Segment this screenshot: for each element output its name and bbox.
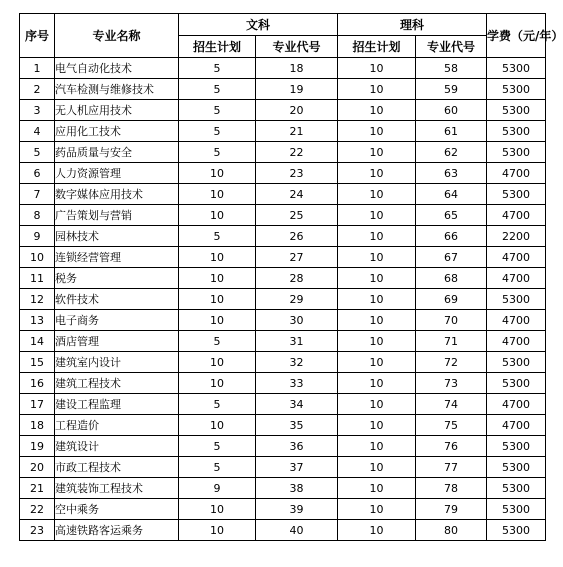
header-tuition: 学费（元/年） [487, 14, 546, 58]
science-enrollment-plan: 10 [338, 436, 416, 457]
science-major-code: 70 [416, 310, 487, 331]
science-enrollment-plan: 10 [338, 415, 416, 436]
arts-major-code: 27 [256, 247, 338, 268]
major-name: 电气自动化技术 [55, 58, 179, 79]
header-arts-plan: 招生计划 [179, 36, 256, 58]
tuition-fee: 4700 [487, 205, 546, 226]
table-row [20, 226, 546, 247]
arts-enrollment-plan: 10 [179, 352, 256, 373]
science-enrollment-plan: 10 [338, 163, 416, 184]
major-name: 汽车检测与维修技术 [55, 79, 179, 100]
tuition-fee: 4700 [487, 163, 546, 184]
header-arts-code: 专业代号 [256, 36, 338, 58]
arts-major-code: 18 [256, 58, 338, 79]
science-major-code: 63 [416, 163, 487, 184]
arts-major-code: 24 [256, 184, 338, 205]
row-index: 5 [20, 142, 55, 163]
row-index: 18 [20, 415, 55, 436]
row-index: 11 [20, 268, 55, 289]
arts-major-code: 30 [256, 310, 338, 331]
arts-enrollment-plan: 5 [179, 331, 256, 352]
tuition-fee: 5300 [487, 457, 546, 478]
arts-enrollment-plan: 10 [179, 415, 256, 436]
table-row [20, 268, 546, 289]
row-index: 22 [20, 499, 55, 520]
arts-major-code: 21 [256, 121, 338, 142]
major-name: 建筑工程技术 [55, 373, 179, 394]
arts-major-code: 19 [256, 79, 338, 100]
enrollment-table [19, 13, 563, 541]
science-enrollment-plan: 10 [338, 79, 416, 100]
science-major-code: 58 [416, 58, 487, 79]
major-name: 建设工程监理 [55, 394, 179, 415]
row-index: 1 [20, 58, 55, 79]
science-major-code: 79 [416, 499, 487, 520]
major-name: 酒店管理 [55, 331, 179, 352]
science-enrollment-plan: 10 [338, 457, 416, 478]
arts-enrollment-plan: 5 [179, 100, 256, 121]
table-row [20, 247, 546, 268]
arts-major-code: 40 [256, 520, 338, 541]
row-index: 9 [20, 226, 55, 247]
major-name: 无人机应用技术 [55, 100, 179, 121]
table-row [20, 436, 546, 457]
arts-major-code: 25 [256, 205, 338, 226]
row-index: 19 [20, 436, 55, 457]
science-major-code: 72 [416, 352, 487, 373]
science-enrollment-plan: 10 [338, 394, 416, 415]
header-major-name: 专业名称 [55, 14, 179, 58]
science-enrollment-plan: 10 [338, 331, 416, 352]
science-major-code: 62 [416, 142, 487, 163]
science-enrollment-plan: 10 [338, 520, 416, 541]
major-name: 市政工程技术 [55, 457, 179, 478]
table-row [20, 310, 546, 331]
arts-enrollment-plan: 5 [179, 226, 256, 247]
science-enrollment-plan: 10 [338, 142, 416, 163]
arts-major-code: 35 [256, 415, 338, 436]
header-science-group: 理科 [338, 14, 487, 36]
arts-enrollment-plan: 10 [179, 163, 256, 184]
science-major-code: 75 [416, 415, 487, 436]
arts-enrollment-plan: 5 [179, 457, 256, 478]
science-enrollment-plan: 10 [338, 310, 416, 331]
table-row [20, 499, 546, 520]
arts-enrollment-plan: 5 [179, 79, 256, 100]
arts-enrollment-plan: 5 [179, 58, 256, 79]
table-row [20, 457, 546, 478]
row-index: 17 [20, 394, 55, 415]
major-name: 建筑室内设计 [55, 352, 179, 373]
tuition-fee: 4700 [487, 268, 546, 289]
science-enrollment-plan: 10 [338, 184, 416, 205]
tuition-fee: 4700 [487, 415, 546, 436]
science-major-code: 60 [416, 100, 487, 121]
major-name: 应用化工技术 [55, 121, 179, 142]
table-row [20, 394, 546, 415]
tuition-fee: 5300 [487, 352, 546, 373]
major-name: 连锁经营管理 [55, 247, 179, 268]
arts-enrollment-plan: 10 [179, 310, 256, 331]
tuition-fee: 5300 [487, 520, 546, 541]
tuition-fee: 5300 [487, 478, 546, 499]
arts-enrollment-plan: 10 [179, 205, 256, 226]
row-index: 15 [20, 352, 55, 373]
arts-enrollment-plan: 10 [179, 520, 256, 541]
science-major-code: 76 [416, 436, 487, 457]
science-enrollment-plan: 10 [338, 121, 416, 142]
header-arts-group: 文科 [179, 14, 338, 36]
science-major-code: 64 [416, 184, 487, 205]
science-major-code: 77 [416, 457, 487, 478]
row-index: 10 [20, 247, 55, 268]
science-enrollment-plan: 10 [338, 499, 416, 520]
arts-enrollment-plan: 9 [179, 478, 256, 499]
row-index: 6 [20, 163, 55, 184]
science-major-code: 67 [416, 247, 487, 268]
tuition-fee: 4700 [487, 394, 546, 415]
science-enrollment-plan: 10 [338, 226, 416, 247]
arts-major-code: 34 [256, 394, 338, 415]
tuition-fee: 5300 [487, 100, 546, 121]
arts-major-code: 37 [256, 457, 338, 478]
science-major-code: 73 [416, 373, 487, 394]
arts-major-code: 20 [256, 100, 338, 121]
major-name: 建筑设计 [55, 436, 179, 457]
row-index: 21 [20, 478, 55, 499]
row-index: 20 [20, 457, 55, 478]
science-major-code: 66 [416, 226, 487, 247]
tuition-fee: 5300 [487, 499, 546, 520]
tuition-fee: 4700 [487, 247, 546, 268]
major-name: 高速铁路客运乘务 [55, 520, 179, 541]
major-name: 广告策划与营销 [55, 205, 179, 226]
science-major-code: 59 [416, 79, 487, 100]
table-body [20, 58, 546, 541]
science-enrollment-plan: 10 [338, 268, 416, 289]
row-index: 4 [20, 121, 55, 142]
science-major-code: 68 [416, 268, 487, 289]
tuition-fee: 5300 [487, 79, 546, 100]
arts-enrollment-plan: 10 [179, 499, 256, 520]
science-enrollment-plan: 10 [338, 100, 416, 121]
table-row [20, 520, 546, 541]
table-row [20, 100, 546, 121]
science-enrollment-plan: 10 [338, 478, 416, 499]
arts-enrollment-plan: 5 [179, 142, 256, 163]
table-row [20, 121, 546, 142]
tuition-fee: 5300 [487, 289, 546, 310]
arts-enrollment-plan: 5 [179, 121, 256, 142]
row-index: 23 [20, 520, 55, 541]
tuition-fee: 5300 [487, 184, 546, 205]
arts-enrollment-plan: 10 [179, 289, 256, 310]
arts-enrollment-plan: 10 [179, 268, 256, 289]
arts-major-code: 33 [256, 373, 338, 394]
arts-major-code: 26 [256, 226, 338, 247]
tuition-fee: 2200 [487, 226, 546, 247]
arts-major-code: 36 [256, 436, 338, 457]
row-index: 7 [20, 184, 55, 205]
table-row [20, 205, 546, 226]
science-major-code: 61 [416, 121, 487, 142]
arts-major-code: 29 [256, 289, 338, 310]
row-index: 2 [20, 79, 55, 100]
arts-enrollment-plan: 10 [179, 184, 256, 205]
major-name: 税务 [55, 268, 179, 289]
tuition-fee: 5300 [487, 58, 546, 79]
science-enrollment-plan: 10 [338, 352, 416, 373]
table-row [20, 163, 546, 184]
major-name: 园林技术 [55, 226, 179, 247]
science-major-code: 80 [416, 520, 487, 541]
science-major-code: 78 [416, 478, 487, 499]
major-name: 药品质量与安全 [55, 142, 179, 163]
tuition-fee: 5300 [487, 142, 546, 163]
table-row [20, 478, 546, 499]
major-name: 建筑装饰工程技术 [55, 478, 179, 499]
row-index: 8 [20, 205, 55, 226]
science-major-code: 71 [416, 331, 487, 352]
row-index: 16 [20, 373, 55, 394]
table-row [20, 289, 546, 310]
arts-enrollment-plan: 5 [179, 436, 256, 457]
tuition-fee: 5300 [487, 121, 546, 142]
table-row [20, 331, 546, 352]
tuition-fee: 5300 [487, 373, 546, 394]
arts-major-code: 22 [256, 142, 338, 163]
major-name: 工程造价 [55, 415, 179, 436]
science-enrollment-plan: 10 [338, 58, 416, 79]
row-index: 14 [20, 331, 55, 352]
arts-major-code: 23 [256, 163, 338, 184]
major-name: 空中乘务 [55, 499, 179, 520]
table-row [20, 352, 546, 373]
arts-enrollment-plan: 10 [179, 373, 256, 394]
table-row [20, 415, 546, 436]
row-index: 3 [20, 100, 55, 121]
arts-major-code: 38 [256, 478, 338, 499]
tuition-fee: 5300 [487, 436, 546, 457]
science-major-code: 65 [416, 205, 487, 226]
tuition-fee: 4700 [487, 310, 546, 331]
science-enrollment-plan: 10 [338, 373, 416, 394]
science-major-code: 74 [416, 394, 487, 415]
row-index: 13 [20, 310, 55, 331]
header-index: 序号 [20, 14, 55, 58]
arts-enrollment-plan: 10 [179, 247, 256, 268]
row-index: 12 [20, 289, 55, 310]
major-name: 人力资源管理 [55, 163, 179, 184]
major-name: 数字媒体应用技术 [55, 184, 179, 205]
science-enrollment-plan: 10 [338, 289, 416, 310]
table-row [20, 373, 546, 394]
arts-major-code: 32 [256, 352, 338, 373]
table-row [20, 184, 546, 205]
science-enrollment-plan: 10 [338, 205, 416, 226]
science-enrollment-plan: 10 [338, 247, 416, 268]
arts-major-code: 31 [256, 331, 338, 352]
tuition-fee: 4700 [487, 331, 546, 352]
table-row [20, 58, 546, 79]
major-name: 电子商务 [55, 310, 179, 331]
table-row [20, 142, 546, 163]
science-major-code: 69 [416, 289, 487, 310]
header-science-code: 专业代号 [416, 36, 487, 58]
arts-major-code: 28 [256, 268, 338, 289]
table-row [20, 79, 546, 100]
header-science-plan: 招生计划 [338, 36, 416, 58]
major-name: 软件技术 [55, 289, 179, 310]
arts-enrollment-plan: 5 [179, 394, 256, 415]
arts-major-code: 39 [256, 499, 338, 520]
